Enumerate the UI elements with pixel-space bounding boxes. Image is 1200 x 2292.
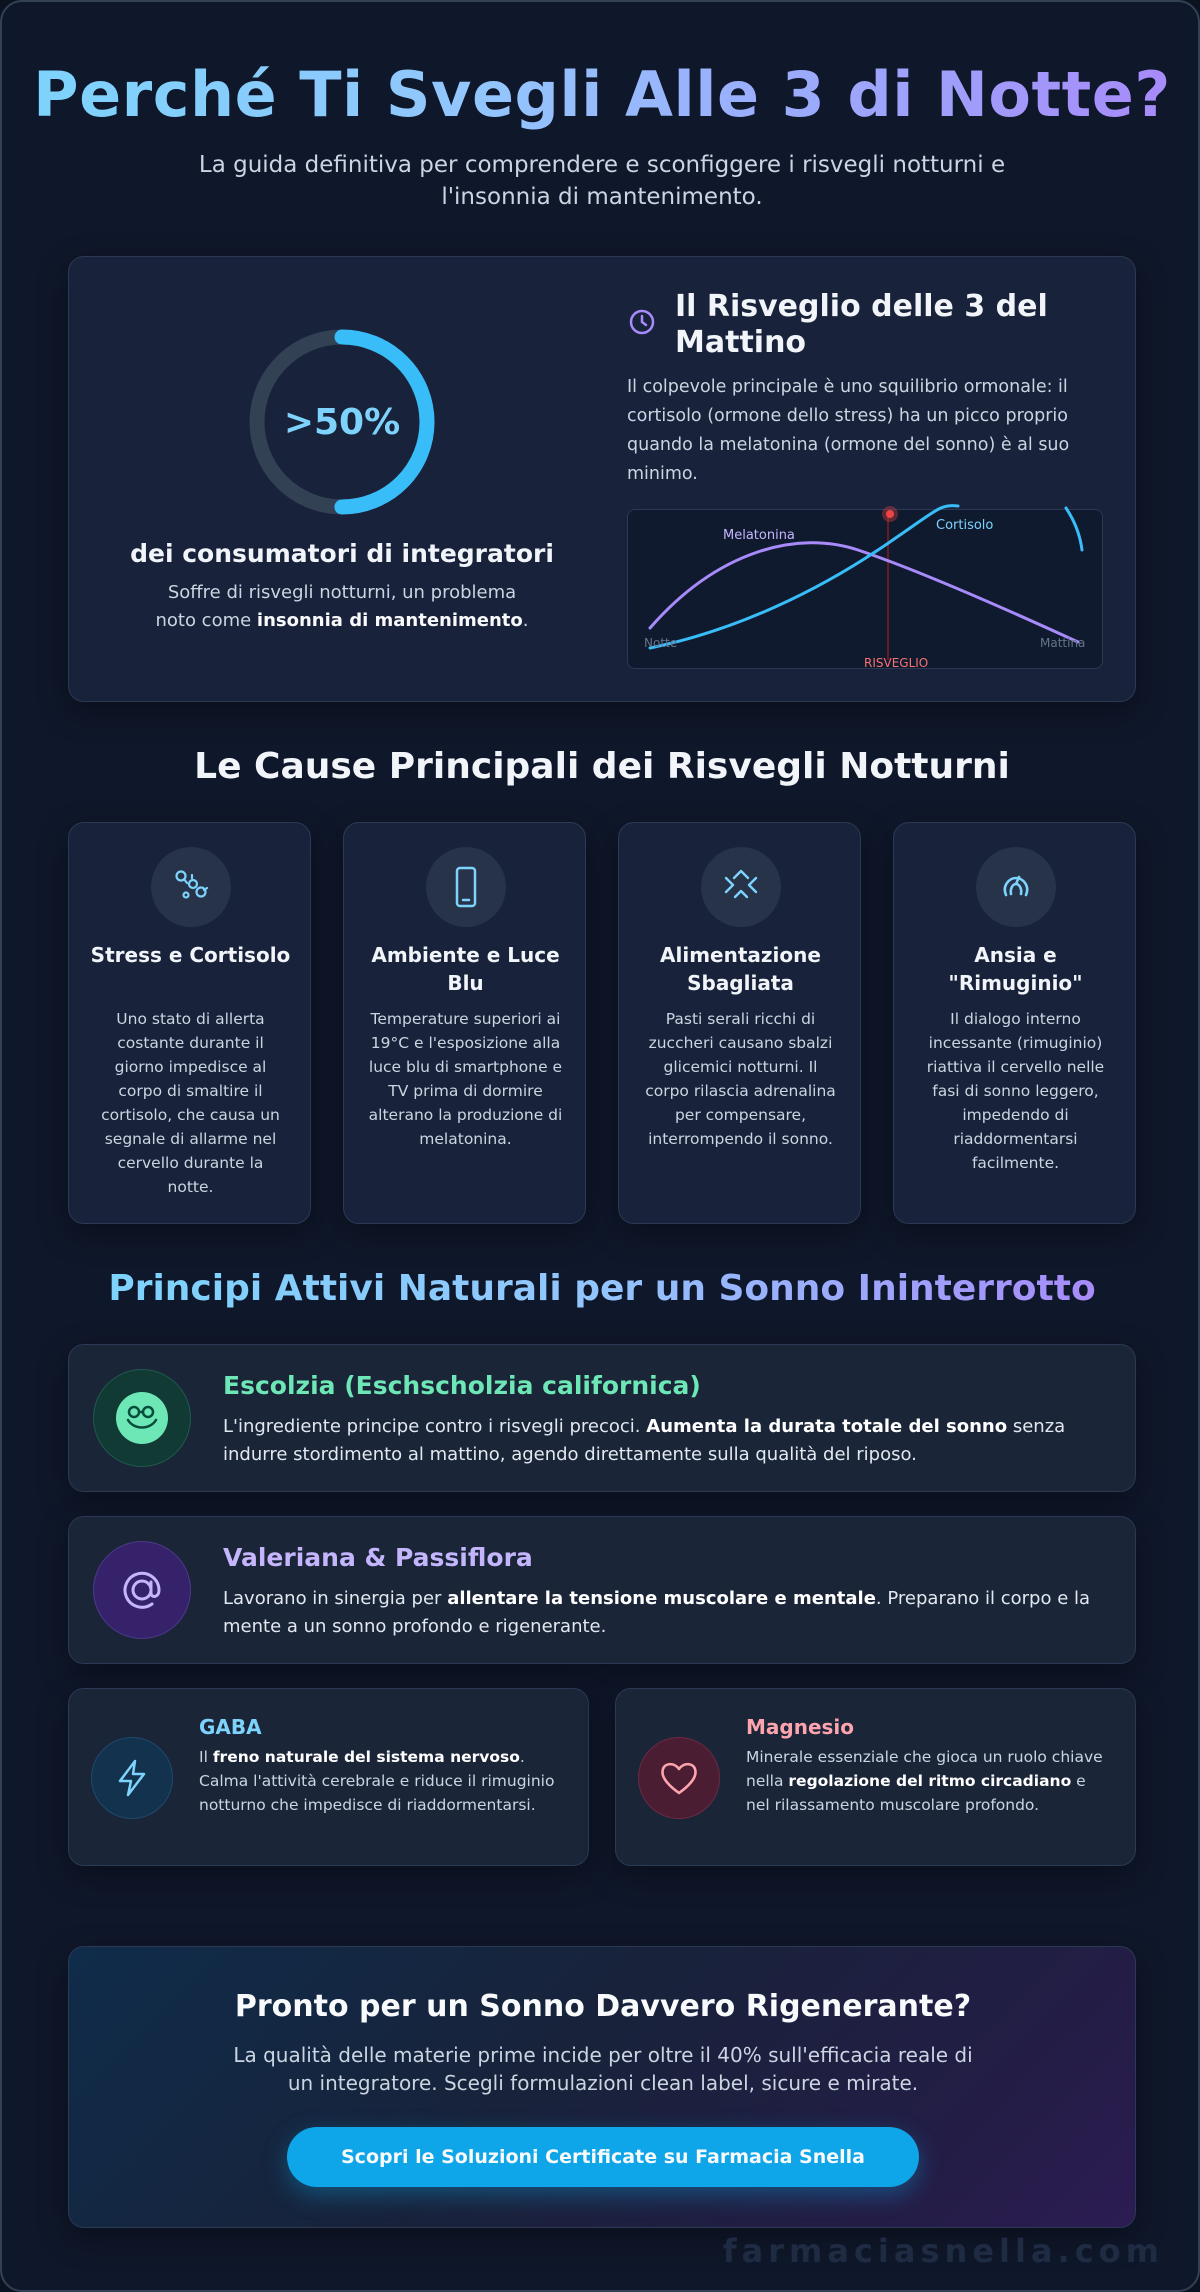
ingredient-title: Escolzia (Eschscholzia californica) <box>223 1371 701 1400</box>
cause-card-ansia <box>893 822 1136 1224</box>
ingredient-title: GABA <box>199 1715 262 1739</box>
risveglio-marker-dot <box>886 510 894 518</box>
cause-card-alimentazione <box>618 822 861 1224</box>
chart-start-label: Notte <box>644 636 678 650</box>
cause-title: Ambiente e Luce Blu <box>371 943 560 995</box>
cta-text: La qualità delle materie prime incide per oltre il 40% sull'efficacia reale di un integratore. Scegli formulazioni clean label, sicure e mirate. <box>233 2043 973 2095</box>
header <box>2 58 1200 213</box>
cause-title: Ansia e "Rimuginio" <box>948 943 1083 995</box>
stat-ring <box>245 325 439 519</box>
ingredients-title-wrap <box>2 1268 1200 1309</box>
stat-label: dei consumatori di integratori <box>130 539 554 568</box>
risveglio-marker-label: RISVEGLIO <box>864 656 929 670</box>
cta-button[interactable]: Scopri le Soluzioni Certificate su Farmacia Snella <box>287 2127 919 2187</box>
ingredient-magnesio <box>615 1688 1136 1866</box>
cause-text: Il dialogo interno incessante (rimuginio) riattiva il cervello nelle fasi di sonno leggero, impedendo di riaddormentarsi facilmente. <box>926 1010 1105 1172</box>
cortisolo-curve <box>650 506 958 648</box>
cortisolo-curve-end <box>1066 508 1082 550</box>
page-title: Perché Ti Svegli Alle 3 di Notte? <box>33 58 1171 131</box>
cause-text: Temperature superiori ai 19°C e l'esposizione alla luce blu di smartphone e TV prima di dormire alterano la produzione di melatonina. <box>368 1010 563 1148</box>
ingredient-text: Lavorano in sinergia per allentare la tensione muscolare e mentale. Preparano il corpo e la mente a un sonno profondo e rigenerante. <box>223 1588 1091 1637</box>
causes-title: Le Cause Principali dei Risvegli Notturni <box>194 746 1010 787</box>
heart-icon <box>638 1737 720 1819</box>
ingredient-text: Il freno naturale del sistema nervoso. Calma l'attività cerebrale e riduce il rimuginio notturno che impedisce di riaddormentarsi. <box>199 1748 555 1814</box>
ingredient-text: L'ingrediente principe contro i risvegli precoci. Aumenta la durata totale del sonno senza indurre stordimento al mattino, agendo direttamente sulla qualità del riposo. <box>223 1416 1066 1465</box>
cause-title: Alimentazione Sbagliata <box>660 943 821 995</box>
page-subtitle: La guida definitiva per comprendere e sconfiggere i risvegli notturni e l'insonnia di mantenimento. <box>198 152 1006 210</box>
risveglio-text: Il colpevole principale è uno squilibrio ormonale: il cortisolo (ormone dello stress) ha un picco proprio quando la melatonina (ormone del sonno) è al suo minimo. <box>627 377 1070 484</box>
arrows-icon <box>701 847 781 927</box>
germs-icon <box>151 847 231 927</box>
melatonina-label: Melatonina <box>723 528 795 543</box>
hormone-chart <box>627 509 1103 669</box>
cortisolo-label: Cortisolo <box>936 518 994 533</box>
hero-card <box>68 256 1136 702</box>
cta-title: Pronto per un Sonno Davvero Rigenerante? <box>234 1989 972 2024</box>
ingredient-escolzia <box>68 1344 1136 1492</box>
ingredient-text: Minerale essenziale che gioca un ruolo chiave nella regolazione del ritmo circadiano e nel rilassamento muscolare profondo. <box>746 1748 1103 1814</box>
cause-text: Pasti serali ricchi di zuccheri causano sbalzi glicemici notturni. Il corpo rilascia adrenalina per compensare, interrompendo il sonno. <box>645 1010 836 1148</box>
stat-description-bold: insonnia di mantenimento <box>256 610 523 631</box>
cause-card-ambiente <box>343 822 586 1224</box>
at-sign-icon <box>93 1541 191 1639</box>
cause-card-stress <box>68 822 311 1224</box>
watermark: farmaciasnella.com <box>722 2232 1164 2270</box>
cta-card <box>68 1946 1136 2228</box>
clock-icon <box>627 307 657 337</box>
ingredient-title: Valeriana & Passiflora <box>223 1543 533 1572</box>
stat-description: Soffre di risvegli notturni, un problema noto come insonnia di mantenimento. <box>155 582 529 631</box>
risveglio-title: Il Risveglio delle 3 del Mattino <box>675 289 1048 360</box>
ingredient-title: Magnesio <box>746 1715 855 1739</box>
ingredient-valeriana <box>68 1516 1136 1664</box>
flower-icon <box>93 1369 191 1467</box>
cause-text: Uno stato di allerta costante durante il giorno impedisce al corpo di smaltire il cortisolo, che causa un segnale di allarme nel cervello durante la notte. <box>101 1010 280 1196</box>
smartphone-icon <box>426 847 506 927</box>
cause-title: Stress e Cortisolo <box>90 943 291 967</box>
brain-icon <box>976 847 1056 927</box>
stat-value: >50% <box>283 401 401 443</box>
ingredient-gaba <box>68 1688 589 1866</box>
lightning-icon <box>91 1737 173 1819</box>
ingredients-title: Principi Attivi Naturali per un Sonno Ininterrotto <box>108 1268 1096 1309</box>
chart-end-label: Mattina <box>1040 636 1086 650</box>
